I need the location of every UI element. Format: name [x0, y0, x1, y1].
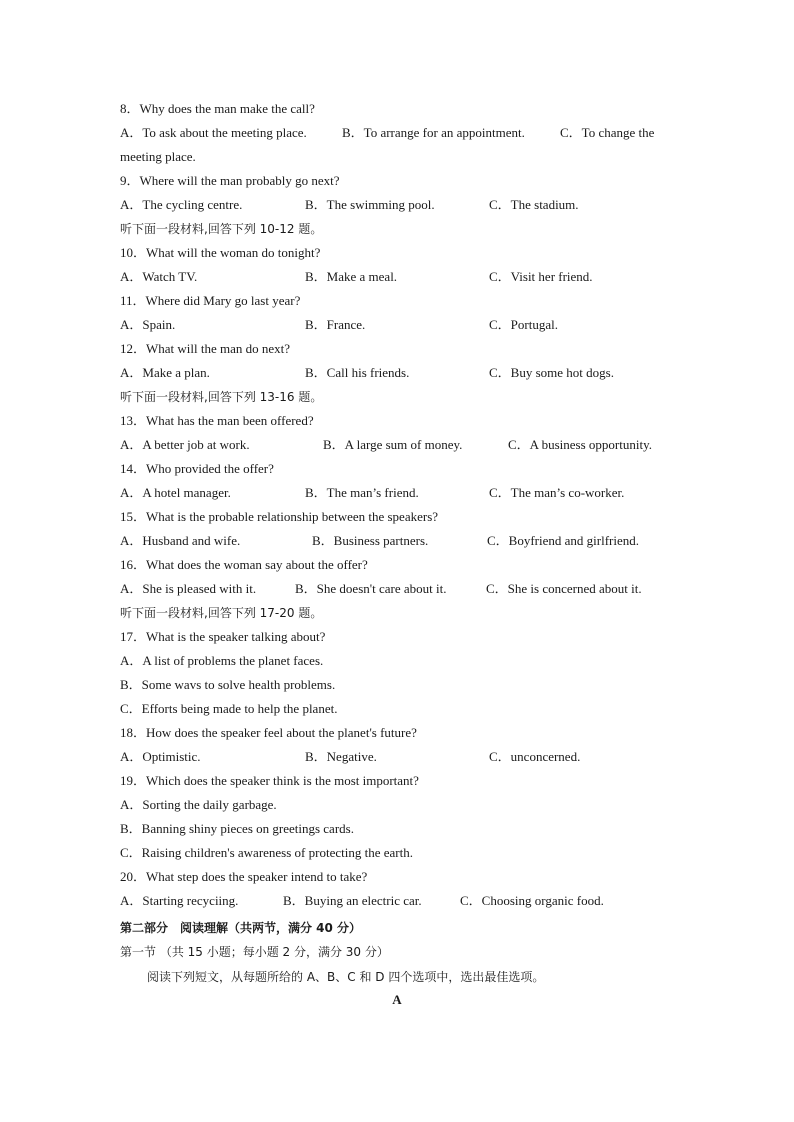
question-20-stem: 20．What step does the speaker intend to take?	[120, 869, 368, 884]
question-15-stem: 15．What is the probable relationship between the speakers?	[120, 509, 439, 524]
q15-option-a: A．Husband and wife.	[120, 533, 241, 548]
q8-option-c: C．To change the	[560, 125, 655, 140]
question-17-stem: 17．What is the speaker talking about?	[120, 629, 326, 644]
question-10-stem: 10．What will the woman do tonight?	[120, 245, 321, 260]
question-14-options	[0, 481, 794, 505]
question-16-stem: 16．What does the woman say about the offer?	[120, 557, 368, 572]
q14-option-a: A．A hotel manager.	[120, 485, 231, 500]
question-16-options	[0, 577, 794, 601]
q19-option-b: B．Banning shiny pieces on greetings cards.	[120, 821, 354, 836]
q14-option-b: B．The man’s friend.	[305, 485, 419, 500]
q10-option-c: C．Visit her friend.	[489, 269, 593, 284]
q13-option-c: C．A business opportunity.	[508, 437, 652, 452]
question-12-stem: 12．What will the man do next?	[120, 341, 291, 356]
question-18-stem: 18．How does the speaker feel about the planet's future?	[120, 725, 417, 740]
question-14-stem: 14．Who provided the offer?	[120, 461, 274, 476]
q17-option-c: C．Efforts being made to help the planet.	[120, 701, 338, 716]
q8-option-c-continued: meeting place.	[120, 149, 196, 164]
q18-option-a: A．Optimistic.	[120, 749, 201, 764]
q12-option-b: B．Call his friends.	[305, 365, 410, 380]
q20-option-a: A．Starting recyciing.	[120, 893, 239, 908]
question-11-options	[0, 313, 794, 337]
question-12-options	[0, 361, 794, 385]
q20-option-c: C．Choosing organic food.	[460, 893, 604, 908]
q19-option-c: C．Raising children's awareness of protecting the earth.	[120, 845, 413, 860]
question-18-options	[0, 745, 794, 769]
q8-option-a: A．To ask about the meeting place.	[120, 125, 307, 140]
question-19-stem: 19．Which does the speaker think is the most important?	[120, 773, 419, 788]
question-11-stem: 11．Where did Mary go last year?	[120, 293, 301, 308]
q8-option-b: B．To arrange for an appointment.	[342, 125, 525, 140]
q16-option-c: C．She is concerned about it.	[486, 581, 642, 596]
question-8-options	[0, 121, 794, 145]
passage-label: A	[392, 992, 402, 1007]
q10-option-b: B．Make a meal.	[305, 269, 398, 284]
q13-option-b: B．A large sum of money.	[323, 437, 463, 452]
q11-option-b: B．France.	[305, 317, 366, 332]
question-13-stem: 13．What has the man been offered?	[120, 413, 314, 428]
q11-option-c: C．Portugal.	[489, 317, 558, 332]
q12-option-a: A．Make a plan.	[120, 365, 210, 380]
question-20-options	[0, 889, 794, 913]
q14-option-c: C．The man’s co-worker.	[489, 485, 625, 500]
question-9-options	[0, 193, 794, 217]
q18-option-c: C．unconcerned.	[489, 749, 581, 764]
q12-option-c: C．Buy some hot dogs.	[489, 365, 614, 380]
instruction-17-20: 听下面一段材料,回答下列 17-20 题。	[120, 606, 323, 620]
q17-option-b: B．Some wavs to solve health problems.	[120, 677, 336, 692]
q9-option-c: C．The stadium.	[489, 197, 579, 212]
q9-option-b: B．The swimming pool.	[305, 197, 435, 212]
q16-option-a: A．She is pleased with it.	[120, 581, 257, 596]
q9-option-a: A．The cycling centre.	[120, 197, 243, 212]
question-15-options	[0, 529, 794, 553]
q20-option-b: B．Buying an electric car.	[283, 893, 422, 908]
q19-option-a: A．Sorting the daily garbage.	[120, 797, 277, 812]
q16-option-b: B．She doesn't care about it.	[295, 581, 447, 596]
section-1-heading: 第一节 （共 15 小题；每小题 2 分，满分 30 分）	[120, 945, 389, 959]
q13-option-a: A．A better job at work.	[120, 437, 250, 452]
question-8-stem: 8．Why does the man make the call?	[120, 101, 315, 116]
instruction-13-16: 听下面一段材料,回答下列 13-16 题。	[120, 390, 323, 404]
question-9-stem: 9．Where will the man probably go next?	[120, 173, 340, 188]
part-2-heading: 第二部分 阅读理解（共两节，满分 40 分）	[120, 921, 362, 935]
question-13-options	[0, 433, 794, 457]
question-10-options	[0, 265, 794, 289]
q17-option-a: A．A list of problems the planet faces.	[120, 653, 324, 668]
q15-option-c: C．Boyfriend and girlfriend.	[487, 533, 639, 548]
q15-option-b: B．Business partners.	[312, 533, 429, 548]
q10-option-a: A．Watch TV.	[120, 269, 198, 284]
reading-instruction: 阅读下列短文，从每题所给的 A、B、C 和 D 四个选项中，选出最佳选项。	[147, 970, 545, 984]
q11-option-a: A．Spain.	[120, 317, 176, 332]
instruction-10-12: 听下面一段材料,回答下列 10-12 题。	[120, 222, 323, 236]
q18-option-b: B．Negative.	[305, 749, 377, 764]
